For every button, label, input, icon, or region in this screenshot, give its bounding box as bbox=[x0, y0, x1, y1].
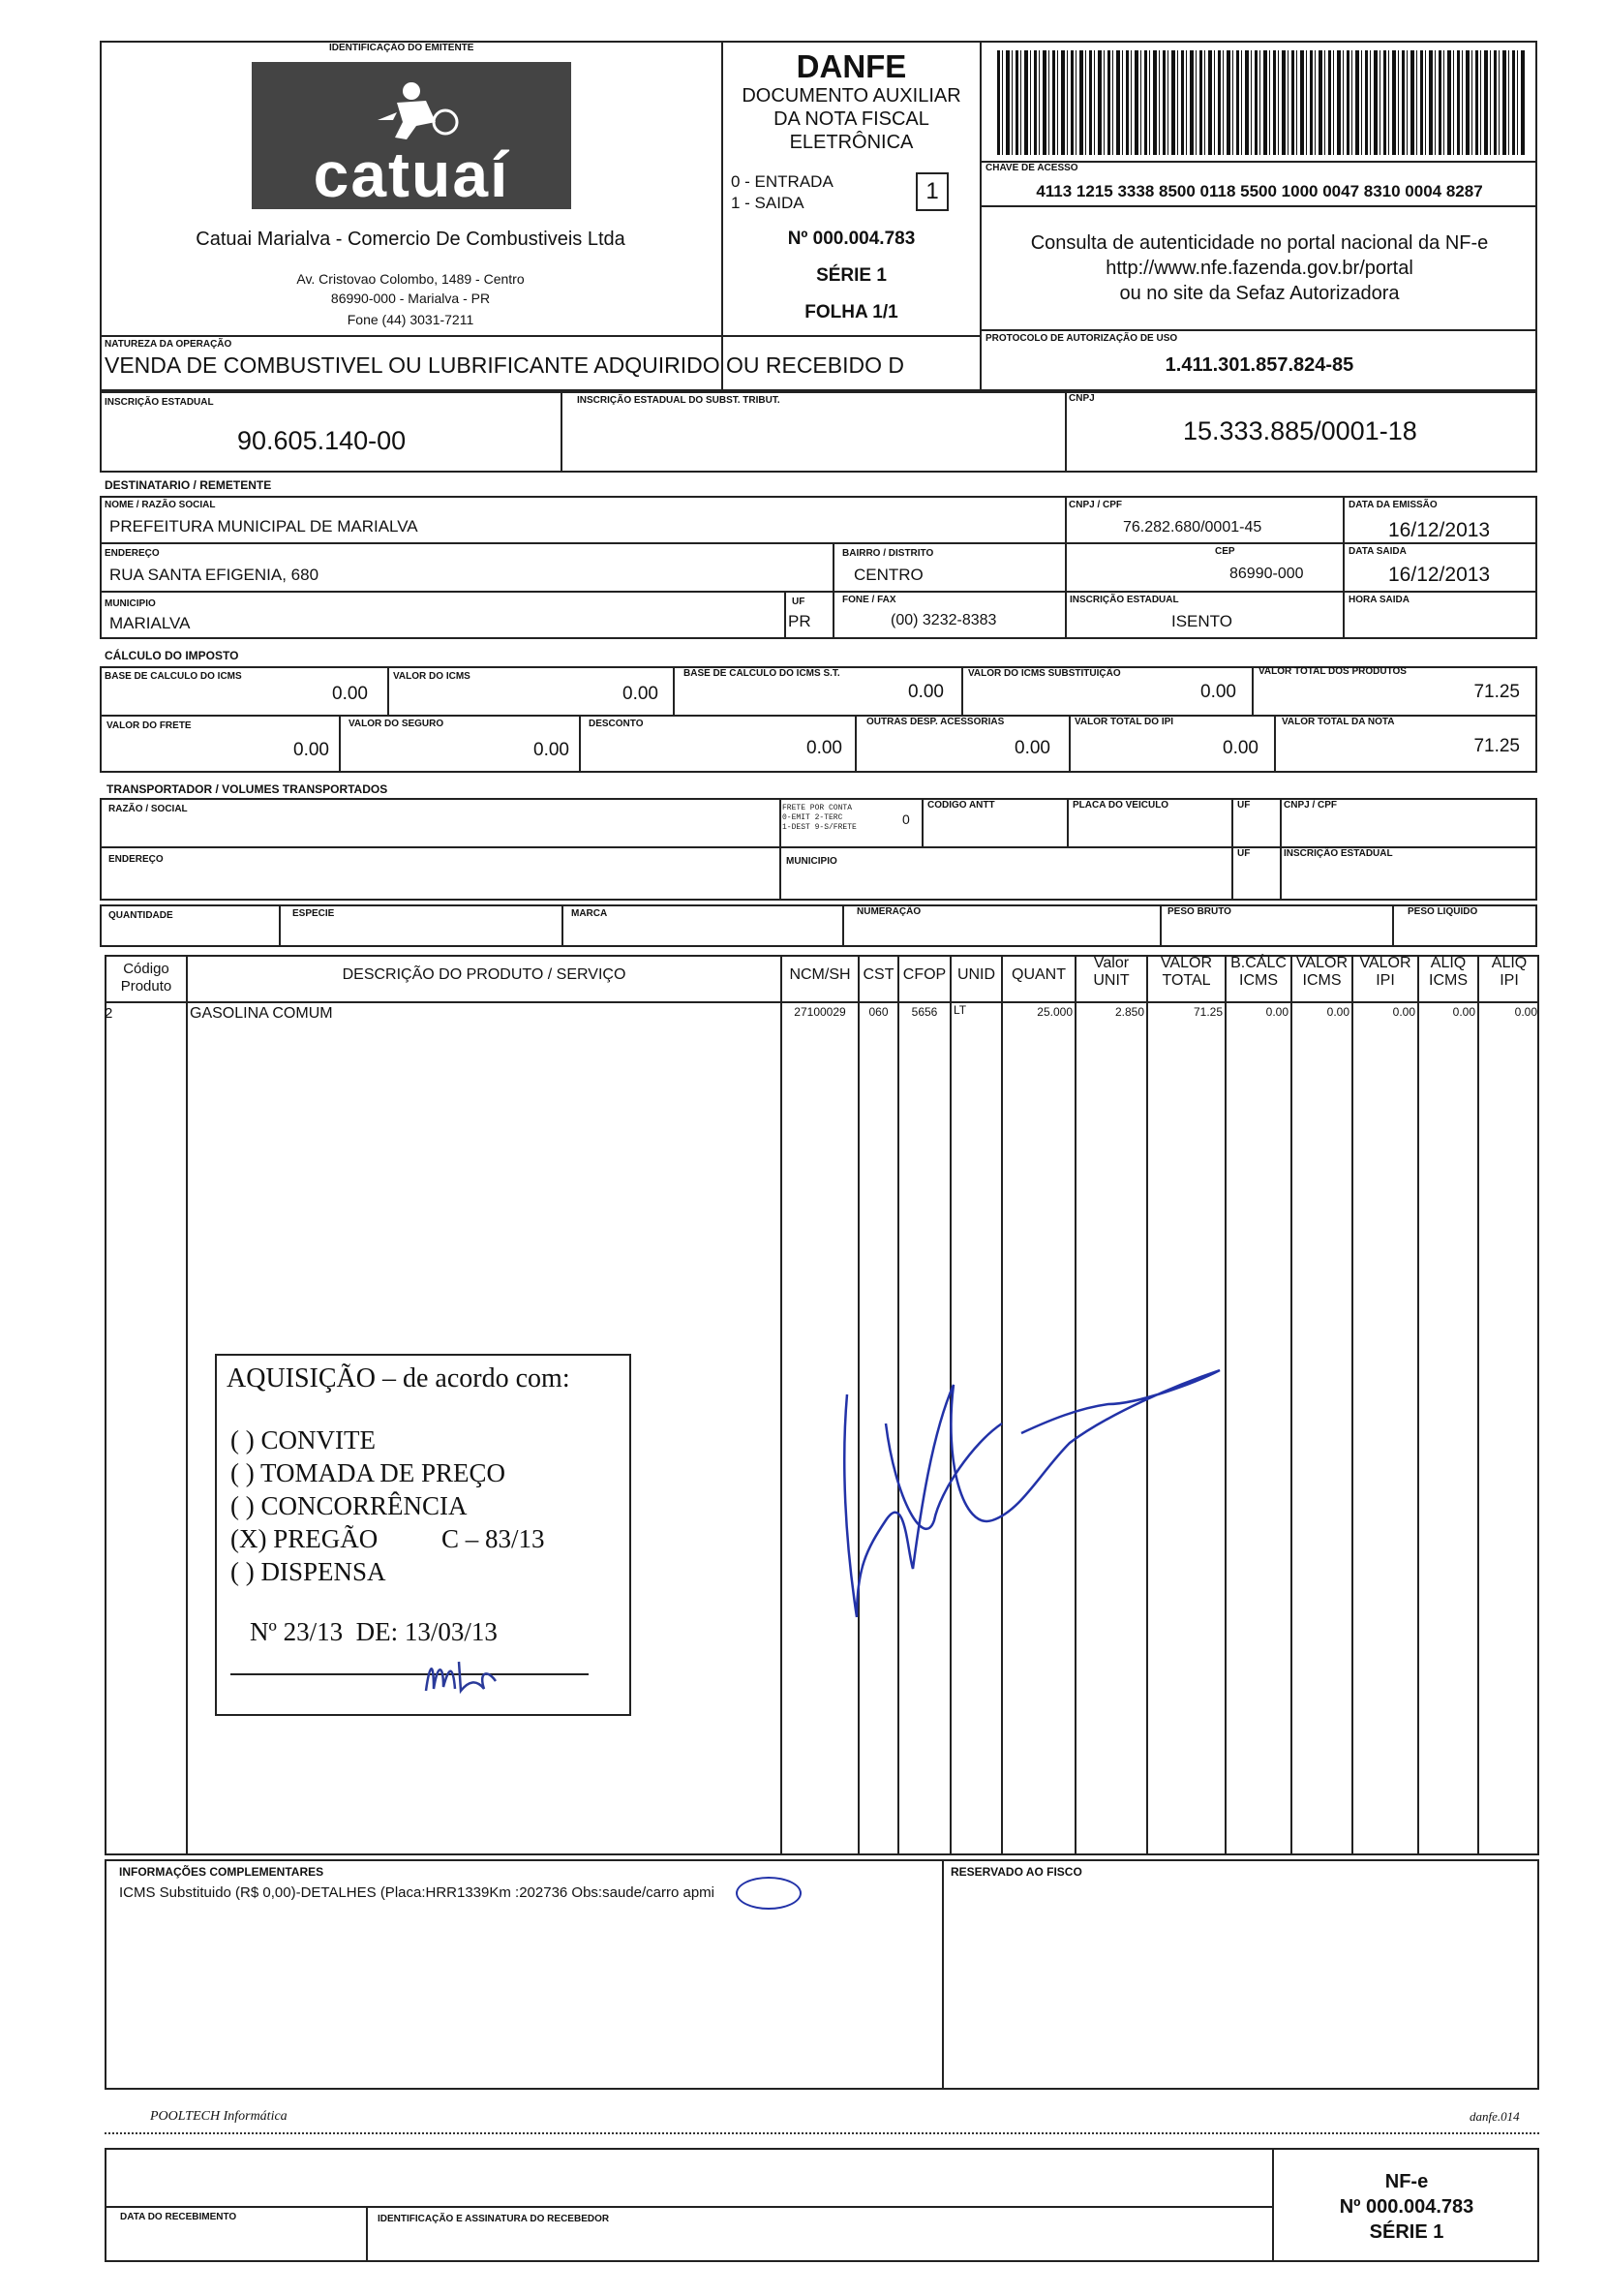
frete: 0.00 bbox=[293, 740, 329, 760]
bc-icms: 0.00 bbox=[332, 684, 368, 704]
row-descricao: GASOLINA COMUM bbox=[190, 1005, 333, 1022]
row-cfop: 5656 bbox=[911, 1005, 938, 1019]
emitente-address1: Av. Cristovao Colombo, 1489 - Centro bbox=[296, 271, 525, 287]
receipt-nfe: NF-e bbox=[1384, 2171, 1429, 2192]
seguro-label: VALOR DO SEGURO bbox=[349, 719, 444, 729]
col-aipi-h1: ALIQ bbox=[1491, 955, 1528, 971]
company-logo bbox=[252, 62, 571, 209]
bc-icms-label: BASE DE CALCULO DO ICMS bbox=[105, 671, 242, 682]
v-prod: 71.25 bbox=[1473, 682, 1520, 702]
peso-bruto-label: PESO BRUTO bbox=[1167, 906, 1231, 917]
imposto-section: CÁLCULO DO IMPOSTO bbox=[105, 649, 239, 662]
col-aicms-h1: ALIQ bbox=[1430, 955, 1467, 971]
ie-st-label: INSCRIÇÃO ESTADUAL DO SUBST. TRIBUT. bbox=[577, 395, 780, 406]
dest-saida: 16/12/2013 bbox=[1388, 564, 1491, 586]
col-bc-header bbox=[1227, 955, 1290, 990]
v-icms: 0.00 bbox=[622, 684, 658, 704]
danfe-subtitle3: ELETRÔNICA bbox=[789, 132, 914, 153]
col-vipi-h1: VALOR bbox=[1359, 955, 1411, 971]
outras-label: OUTRAS DESP. ACESSORIAS bbox=[866, 717, 1005, 727]
danfe-folha: FOLHA 1/1 bbox=[804, 302, 898, 322]
col-vunit-h1: Valor bbox=[1093, 955, 1130, 971]
dest-saida-label: DATA SAIDA bbox=[1349, 546, 1407, 557]
dest-end-label: ENDEREÇO bbox=[105, 548, 160, 559]
dest-ie: ISENTO bbox=[1171, 612, 1232, 630]
transp-uf2-label: UF bbox=[1237, 848, 1251, 859]
dest-mun-label: MUNICIPIO bbox=[105, 598, 156, 609]
row-cst: 060 bbox=[868, 1005, 889, 1019]
consulta-line2: http://www.nfe.fazenda.gov.br/portal bbox=[1106, 258, 1413, 279]
row-ncm: 27100029 bbox=[794, 1005, 846, 1019]
dest-emissao-label: DATA DA EMISSÃO bbox=[1349, 500, 1438, 510]
protocolo-value: 1.411.301.857.824-85 bbox=[1165, 354, 1354, 376]
col-codigo-header bbox=[106, 961, 186, 995]
natureza-value: VENDA DE COMBUSTIVEL OU LUBRIFICANTE ADQUIRIDO OU RECEBIDO D bbox=[105, 352, 905, 378]
col-unid-header: UNID bbox=[956, 966, 996, 983]
receipt-date-label: DATA DO RECEBIMENTO bbox=[120, 2212, 237, 2222]
col-vunit-h2: UNIT bbox=[1093, 972, 1130, 989]
col-vipi-header bbox=[1353, 955, 1417, 990]
stamp-initials-signature bbox=[420, 1652, 507, 1700]
frete-line1: FRETE POR CONTA bbox=[782, 804, 853, 812]
col-quant-header: QUANT bbox=[1012, 966, 1066, 983]
row-aipi: 0.00 bbox=[1514, 1005, 1537, 1019]
info-annotation-circle bbox=[736, 1877, 802, 1910]
v-st-label: VALOR DO ICMS SUBSTITUIÇÃO bbox=[968, 668, 1121, 679]
transp-section: TRANSPORTADOR / VOLUMES TRANSPORTADOS bbox=[106, 782, 388, 796]
v-prod-label: VALOR TOTAL DOS PRODUTOS bbox=[1258, 666, 1407, 677]
stamp-title: AQUISIÇÃO – de acordo com: bbox=[227, 1363, 570, 1393]
footer-version: danfe.014 bbox=[1470, 2109, 1520, 2124]
dest-nome: PREFEITURA MUNICIPAL DE MARIALVA bbox=[109, 517, 418, 536]
danfe-saida: 1 - SAIDA bbox=[731, 194, 804, 212]
danfe-subtitle1: DOCUMENTO AUXILIAR bbox=[742, 85, 961, 107]
frete-line2: 0-EMIT 2-TERC bbox=[782, 813, 843, 822]
ie-label: INSCRIÇÃO ESTADUAL bbox=[105, 397, 214, 408]
col-cfop-header: CFOP bbox=[902, 966, 947, 983]
ipi-label: VALOR TOTAL DO IPI bbox=[1075, 717, 1174, 727]
dest-uf: PR bbox=[788, 612, 811, 630]
row-vunit: 2.850 bbox=[1114, 1005, 1144, 1019]
row-vicms: 0.00 bbox=[1326, 1005, 1349, 1019]
transp-razao-label: RAZÃO / SOCIAL bbox=[108, 804, 188, 814]
stamp-dispensa: ( ) DISPENSA bbox=[230, 1557, 386, 1586]
stamp-pregao-numero: C – 83/13 bbox=[441, 1524, 545, 1553]
frete-modalidade-value: 0 bbox=[902, 811, 910, 827]
protocolo-label: PROTOCOLO DE AUTORIZAÇÃO DE USO bbox=[985, 333, 1178, 344]
frete-line3: 1-DEST 9-S/FRETE bbox=[782, 823, 857, 832]
footer-software: POOLTECH Informática bbox=[150, 2109, 288, 2124]
consulta-line1: Consulta de autenticidade no portal nacional da NF-e bbox=[1030, 232, 1489, 254]
row-quant: 25.000 bbox=[1037, 1005, 1073, 1019]
dest-emissao: 16/12/2013 bbox=[1388, 519, 1491, 541]
danfe-serie: SÉRIE 1 bbox=[816, 265, 887, 286]
col-cst-header: CST bbox=[863, 966, 894, 983]
dest-cnpj: 76.282.680/0001-45 bbox=[1123, 519, 1262, 536]
col-aicms-header bbox=[1419, 955, 1477, 990]
col-aipi-h2: IPI bbox=[1500, 972, 1519, 989]
cnpj-value: 15.333.885/0001-18 bbox=[1183, 416, 1417, 445]
col-codigo-h2: Produto bbox=[120, 978, 172, 995]
col-aipi-header bbox=[1479, 955, 1539, 990]
handwritten-signature bbox=[828, 1327, 1234, 1637]
transp-cnpj-label: CNPJ / CPF bbox=[1284, 800, 1338, 811]
dest-hora-label: HORA SAIDA bbox=[1349, 595, 1410, 605]
dest-cep-label: CEP bbox=[1215, 546, 1235, 557]
marca-label: MARCA bbox=[571, 908, 608, 919]
logo-text: catuaí bbox=[313, 138, 510, 210]
bc-st-label: BASE DE CALCULO DO ICMS S.T. bbox=[683, 668, 840, 679]
stamp-tomada: ( ) TOMADA DE PREÇO bbox=[230, 1458, 506, 1487]
stamp-pregao: (X) PREGÃO bbox=[230, 1524, 379, 1553]
qtd-label: QUANTIDADE bbox=[108, 910, 173, 921]
antt-label: CODIGO ANTT bbox=[927, 800, 995, 811]
col-vicms-header bbox=[1292, 955, 1351, 990]
col-descricao-header: DESCRIÇÃO DO PRODUTO / SERVIÇO bbox=[342, 966, 626, 983]
frete-label: VALOR DO FRETE bbox=[106, 720, 192, 731]
ie-value: 90.605.140-00 bbox=[237, 426, 407, 455]
consulta-line3: ou no site da Sefaz Autorizadora bbox=[1119, 283, 1400, 304]
col-codigo-h1: Código bbox=[123, 961, 169, 977]
emitente-name: Catuai Marialva - Comercio De Combustiveis Ltda bbox=[196, 229, 625, 250]
especie-label: ESPECIE bbox=[292, 908, 335, 919]
row-codigo: 2 bbox=[105, 1005, 113, 1022]
col-vtotal-header bbox=[1148, 955, 1225, 990]
row-aicms: 0.00 bbox=[1452, 1005, 1475, 1019]
row-vtotal: 71.25 bbox=[1193, 1005, 1223, 1019]
danfe-subtitle2: DA NOTA FISCAL bbox=[773, 108, 929, 130]
ipi: 0.00 bbox=[1223, 738, 1258, 758]
receipt-numero: Nº 000.004.783 bbox=[1339, 2196, 1474, 2218]
seguro: 0.00 bbox=[533, 740, 569, 760]
dest-municipio: MARIALVA bbox=[109, 614, 191, 632]
danfe-entrada: 0 - ENTRADA bbox=[731, 172, 834, 191]
v-nota-label: VALOR TOTAL DA NOTA bbox=[1282, 717, 1395, 727]
bc-st: 0.00 bbox=[908, 682, 944, 702]
col-vicms-h2: ICMS bbox=[1302, 972, 1342, 989]
dest-cep: 86990-000 bbox=[1229, 566, 1304, 582]
col-bc-h2: ICMS bbox=[1239, 972, 1278, 989]
col-vtotal-h1: VALOR bbox=[1160, 955, 1213, 971]
row-unid: LT bbox=[954, 1003, 967, 1017]
col-vipi-h2: IPI bbox=[1376, 972, 1395, 989]
col-vtotal-h2: TOTAL bbox=[1162, 972, 1211, 989]
natureza-label: NATUREZA DA OPERAÇÃO bbox=[105, 339, 232, 350]
stamp-convite: ( ) CONVITE bbox=[230, 1425, 376, 1454]
dest-fone-label: FONE / FAX bbox=[842, 595, 896, 605]
dest-ie-label: INSCRIÇÃO ESTADUAL bbox=[1070, 595, 1179, 605]
v-st: 0.00 bbox=[1200, 682, 1236, 702]
dest-endereco: RUA SANTA EFIGENIA, 680 bbox=[109, 566, 319, 584]
dest-cnpj-label: CNPJ / CPF bbox=[1069, 500, 1123, 510]
dest-uf-label: UF bbox=[792, 597, 805, 607]
cut-line bbox=[105, 2132, 1539, 2134]
emitente-label: IDENTIFICAÇÃO DO EMITENTE bbox=[329, 43, 474, 53]
barcode bbox=[997, 50, 1525, 155]
acquisition-stamp bbox=[215, 1354, 631, 1716]
row-bc: 0.00 bbox=[1265, 1005, 1289, 1019]
danfe-tipo-box: 1 bbox=[916, 172, 949, 211]
col-vunit-header bbox=[1076, 955, 1146, 990]
peso-liquido-label: PESO LIQUIDO bbox=[1408, 906, 1478, 917]
col-bc-h1: B.CÁLC bbox=[1230, 955, 1287, 971]
dest-fone: (00) 3232-8383 bbox=[891, 612, 997, 628]
transp-end-label: ENDEREÇO bbox=[108, 854, 164, 865]
placa-label: PLACA DO VEICULO bbox=[1073, 800, 1169, 811]
cnpj-label: CNPJ bbox=[1069, 393, 1095, 404]
info-label: INFORMAÇÕES COMPLEMENTARES bbox=[119, 1865, 324, 1879]
stamp-concorrencia: ( ) CONCORRÊNCIA bbox=[230, 1491, 468, 1520]
transp-ie-label: INSCRIÇÃO ESTADUAL bbox=[1284, 848, 1393, 859]
col-aicms-h2: ICMS bbox=[1429, 972, 1468, 989]
emitente-address2: 86990-000 - Marialva - PR bbox=[330, 291, 491, 306]
col-ncm-header: NCM/SH bbox=[789, 966, 851, 983]
transp-uf-label: UF bbox=[1237, 800, 1251, 811]
numeracao-label: NUMERAÇÃO bbox=[857, 906, 922, 917]
fisco-label: RESERVADO AO FISCO bbox=[951, 1865, 1082, 1879]
v-icms-label: VALOR DO ICMS bbox=[393, 671, 470, 682]
row-vipi: 0.00 bbox=[1392, 1005, 1415, 1019]
dest-nome-label: NOME / RAZÃO SOCIAL bbox=[105, 500, 216, 510]
col-vicms-h1: VALOR bbox=[1295, 955, 1349, 971]
receipt-ident-label: IDENTIFICAÇÃO E ASSINATURA DO RECEBEDOR bbox=[378, 2214, 610, 2224]
transp-mun-label: MUNICIPIO bbox=[786, 856, 837, 867]
dest-bairro-label: BAIRRO / DISTRITO bbox=[842, 548, 934, 559]
dest-section: DESTINATARIO / REMETENTE bbox=[105, 478, 272, 492]
v-nota: 71.25 bbox=[1473, 736, 1520, 756]
emitente-phone: Fone (44) 3031-7211 bbox=[347, 312, 474, 327]
outras: 0.00 bbox=[1015, 738, 1050, 758]
stamp-numero: Nº 23/13 DE: 13/03/13 bbox=[250, 1617, 498, 1646]
receipt-serie: SÉRIE 1 bbox=[1369, 2221, 1444, 2243]
danfe-numero: Nº 000.004.783 bbox=[787, 229, 916, 249]
chave-value: 4113 1215 3338 8500 0118 5500 1000 0047 8310 0004 8287 bbox=[1036, 182, 1483, 200]
danfe-title: DANFE bbox=[796, 48, 907, 84]
info-text: ICMS Substituido (R$ 0,00)-DETALHES (Placa:HRR1339Km :202736 Obs:saude/carro apmi bbox=[119, 1884, 714, 1901]
desconto-label: DESCONTO bbox=[589, 719, 644, 729]
dest-bairro: CENTRO bbox=[854, 566, 924, 584]
desconto: 0.00 bbox=[806, 738, 842, 758]
chave-label: CHAVE DE ACESSO bbox=[985, 163, 1078, 173]
frete-modalidade bbox=[782, 804, 857, 833]
